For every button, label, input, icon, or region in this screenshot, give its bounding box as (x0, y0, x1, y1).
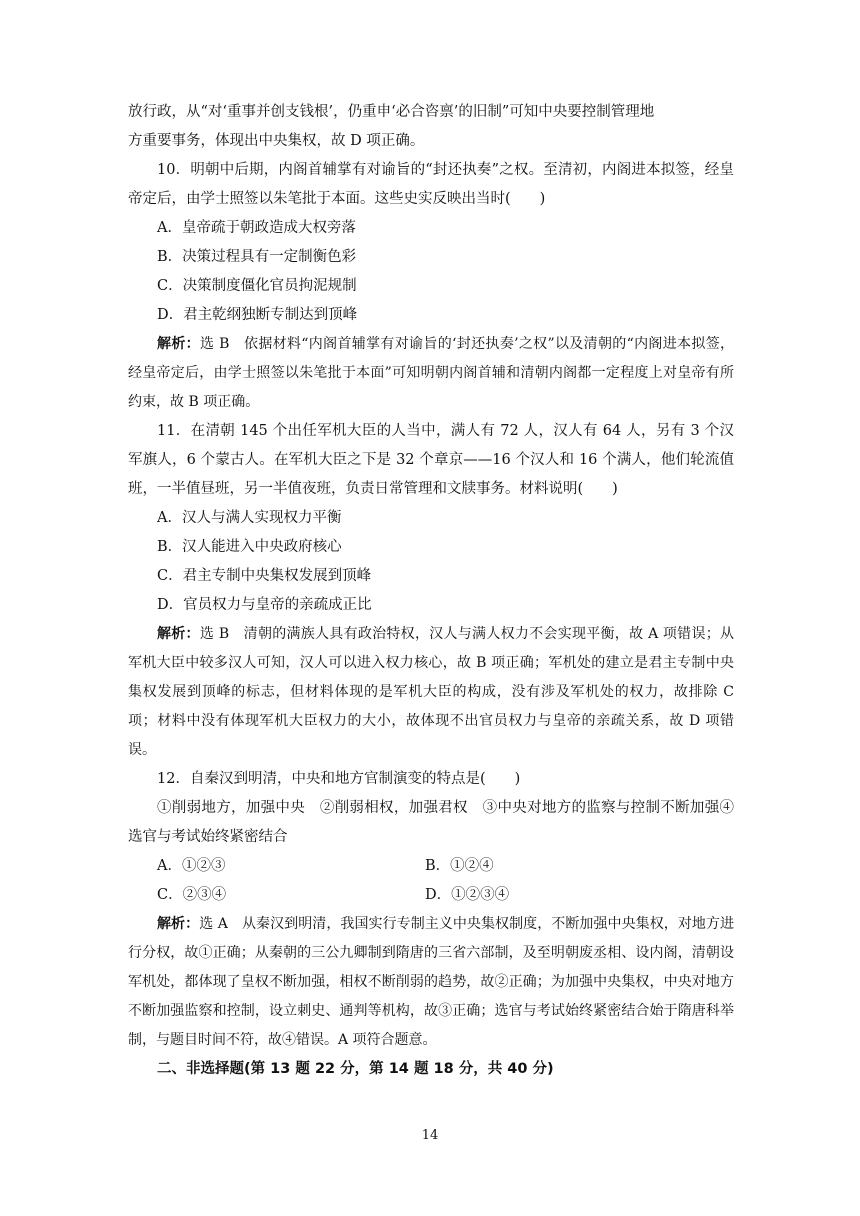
question-12-option-c: C．②③④ (157, 887, 227, 903)
question-12-items: ①削弱地方，加强中央 ②削弱相权，加强君权 ③中央对地方的监察与控制不断加强④选官与考试始终紧密结合 (128, 800, 734, 845)
question-12-options-row-1 (128, 852, 734, 881)
question-12-stem: 12．自秦汉到明清，中央和地方官制演变的特点是( ) (157, 771, 521, 787)
question-12-options-row-2 (128, 881, 734, 910)
question-11-option-c: C．君主专制中央集权发展到顶峰 (157, 568, 372, 584)
question-10-analysis (128, 330, 734, 417)
analysis-label: 解析： (157, 916, 200, 932)
analysis-label: 解析： (157, 626, 200, 642)
question-10-option-c: C．决策制度僵化官员拘泥规制 (157, 278, 357, 294)
question-12-analysis (128, 910, 734, 1055)
intro-line-1: 放行政，从“对‘重事并创支钱根’，仍重申‘必合咨禀’的旧制”可知中央要控制管理地 (128, 104, 655, 120)
question-10-option-a: A．皇帝疏于朝政造成大权旁落 (157, 220, 356, 236)
question-11-option-b: B．汉人能进入中央政府核心 (157, 539, 342, 555)
page-number: 14 (421, 1128, 439, 1143)
analysis-label: 解析： (157, 336, 200, 352)
question-12-option-b: B．①②④ (425, 858, 494, 874)
question-11-analysis (128, 620, 734, 765)
question-10-option-b: B．决策过程具有一定制衡色彩 (157, 249, 357, 265)
analysis-text: 选 A 从秦汉到明清，我国实行专制主义中央集权制度，不断加强中央集权，对地方进行分权，故①正确；从秦朝的三公九卿制到隋唐的三省六部制，及至明朝废丞相、设内阁，清朝设军机处，都体现了皇权不断加强，相权不断削弱的趋势，故②正确；为加强中央集权，中央对地方不断加强监察和控制，设立刺史、通判等机构，故③正确；选官与考试始终紧密结合始于隋唐科举制，与题目时间不符，故④错误。A 项符合题意。 (128, 916, 735, 1048)
question-10-option-d: D．君主乾纲独断专制达到顶峰 (157, 307, 358, 323)
analysis-text: 选 B 清朝的满族人具有政治特权，汉人与满人权力不会实现平衡，故 A 项错误；从军机大臣中较多汉人可知，汉人可以进入权力核心，故 B 项正确；军机处的建立是君主专制中央集权发展到顶峰的标志，但材料体现的是军机大臣的构成，没有涉及军机处的权力，故排除 C 项；材料中没有体现军机大臣权力的大小，故体现不出官员权力与皇帝的亲疏关系，故 D 项错误。 (128, 626, 735, 758)
question-11-stem: 11．在清朝 145 个出任军机大臣的人当中，满人有 72 人，汉人有 64 人，另有 3 个汉军旗人，6 个蒙古人。在军机大臣之下是 32 个章京——16 个汉人和 16 个满人，他们轮流值班，一半值昼班，另一半值夜班，负责日常管理和文牍事务。材料说明( ) (128, 423, 734, 497)
question-11-option-d: D．官员权力与皇帝的亲疏成正比 (157, 597, 372, 613)
question-11-option-a: A．汉人与满人实现权力平衡 (157, 510, 342, 526)
question-12-option-a: A．①②③ (157, 858, 226, 874)
section-heading: 二、非选择题(第 13 题 22 分，第 14 题 18 分，共 40 分) (157, 1061, 554, 1077)
analysis-text: 选 B 依据材料“内阁首辅掌有对谕旨的‘封还执奏’之权”以及清朝的“内阁进本拟签，经皇帝定后，由学士照签以朱笔批于本面”可知明朝内阁首辅和清朝内阁都一定程度上对皇帝有所约束，故 B 项正确。 (128, 336, 735, 410)
question-10-stem: 10．明朝中后期，内阁首辅掌有对谕旨的“封还执奏”之权。至清初，内阁进本拟签，经皇帝定后，由学士照签以朱笔批于本面。这些史实反映出当时( ) (128, 162, 734, 207)
page-content (128, 98, 734, 1084)
question-12-option-d: D．①②③④ (425, 887, 510, 903)
intro-line-2: 方重要事务，体现出中央集权，故 D 项正确。 (128, 133, 425, 149)
